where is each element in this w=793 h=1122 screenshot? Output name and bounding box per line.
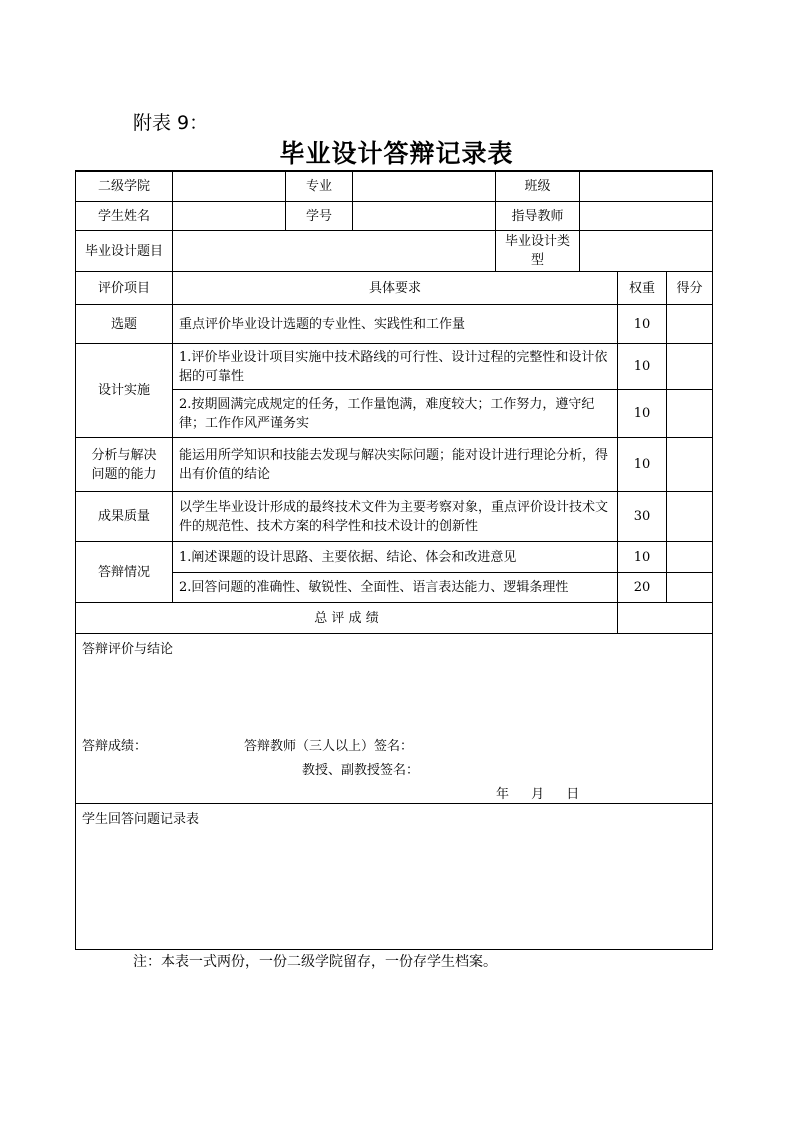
total-score-field[interactable] — [618, 603, 713, 634]
appendix-label: 附表 9： — [133, 112, 209, 134]
topic-field[interactable] — [173, 231, 496, 272]
professors-signature-label: 教授、副教授签名： — [302, 763, 420, 778]
criterion-requirement: 以学生毕业设计形成的最终技术文件为主要考察对象，重点评价设计技术文件的规范性、技术方案的科学性和技术设计的创新性 — [173, 492, 618, 542]
major-field[interactable] — [353, 172, 496, 202]
criterion-requirement: 能运用所学知识和技能去发现与解决实际问题；能对设计进行理论分析，得出有价值的结论 — [173, 438, 618, 492]
date-label: 年 月 日 — [496, 787, 580, 802]
defense-evaluation-label: 答辩评价与结论 — [82, 642, 174, 657]
criterion-score-field[interactable] — [667, 492, 713, 542]
criterion-requirement: 2.按期圆满完成规定的任务，工作量饱满，难度较大；工作努力，遵守纪律；工作作风严谨务实 — [173, 390, 618, 438]
footer-note: 注：本表一式两份，一份二级学院留存，一份存学生档案。 — [133, 954, 497, 970]
criterion-score-field[interactable] — [667, 438, 713, 492]
defense-score-label: 答辩成绩： — [82, 739, 148, 754]
criterion-score-field[interactable] — [667, 305, 713, 344]
criterion-item: 成果质量 — [76, 492, 173, 542]
major-label: 专业 — [286, 172, 353, 202]
defense-evaluation-section[interactable] — [76, 634, 713, 804]
col-requirement-header: 具体要求 — [173, 272, 618, 305]
type-label: 毕业设计类型 — [496, 231, 580, 272]
criterion-weight: 10 — [618, 305, 667, 344]
criterion-score-field[interactable] — [667, 390, 713, 438]
criterion-requirement: 1.评价毕业设计项目实施中技术路线的可行性、设计过程的完整性和设计依据的可靠性 — [173, 344, 618, 390]
criterion-score-field[interactable] — [667, 573, 713, 603]
class-label: 班级 — [496, 172, 580, 202]
type-field[interactable] — [580, 231, 713, 272]
college-field[interactable] — [173, 172, 286, 202]
class-field[interactable] — [580, 172, 713, 202]
criterion-weight: 10 — [618, 390, 667, 438]
col-score-header: 得分 — [667, 272, 713, 305]
criterion-score-field[interactable] — [667, 344, 713, 390]
criterion-score-field[interactable] — [667, 542, 713, 573]
col-weight-header: 权重 — [618, 272, 667, 305]
criterion-weight: 10 — [618, 438, 667, 492]
advisor-field[interactable] — [580, 202, 713, 231]
criterion-item: 答辩情况 — [76, 542, 173, 603]
student-id-label: 学号 — [286, 202, 353, 231]
criterion-weight: 10 — [618, 344, 667, 390]
criterion-item: 设计实施 — [76, 344, 173, 438]
student-id-field[interactable] — [353, 202, 496, 231]
advisor-label: 指导教师 — [496, 202, 580, 231]
criterion-item: 选题 — [76, 305, 173, 344]
student-name-field[interactable] — [173, 202, 286, 231]
criterion-item: 分析与解决问题的能力 — [76, 438, 173, 492]
page-title: 毕业设计答辩记录表 — [279, 139, 514, 168]
qa-record-section[interactable] — [76, 804, 713, 950]
defense-record-form — [75, 170, 713, 950]
criterion-weight: 20 — [618, 573, 667, 603]
criterion-requirement: 重点评价毕业设计选题的专业性、实践性和工作量 — [173, 305, 618, 344]
student-name-label: 学生姓名 — [76, 202, 173, 231]
criterion-weight: 30 — [618, 492, 667, 542]
criterion-requirement: 2.回答问题的准确性、敏锐性、全面性、语言表达能力、逻辑条理性 — [173, 573, 618, 603]
criterion-requirement: 1.阐述课题的设计思路、主要依据、结论、体会和改进意见 — [173, 542, 618, 573]
col-item-header: 评价项目 — [76, 272, 173, 305]
college-label: 二级学院 — [76, 172, 173, 202]
topic-label: 毕业设计题目 — [76, 231, 173, 272]
defense-teachers-signature-label: 答辩教师（三人以上）签名： — [244, 739, 414, 754]
qa-record-label: 学生回答问题记录表 — [82, 812, 200, 827]
total-score-label: 总 评 成 绩 — [76, 603, 618, 634]
criterion-weight: 10 — [618, 542, 667, 573]
